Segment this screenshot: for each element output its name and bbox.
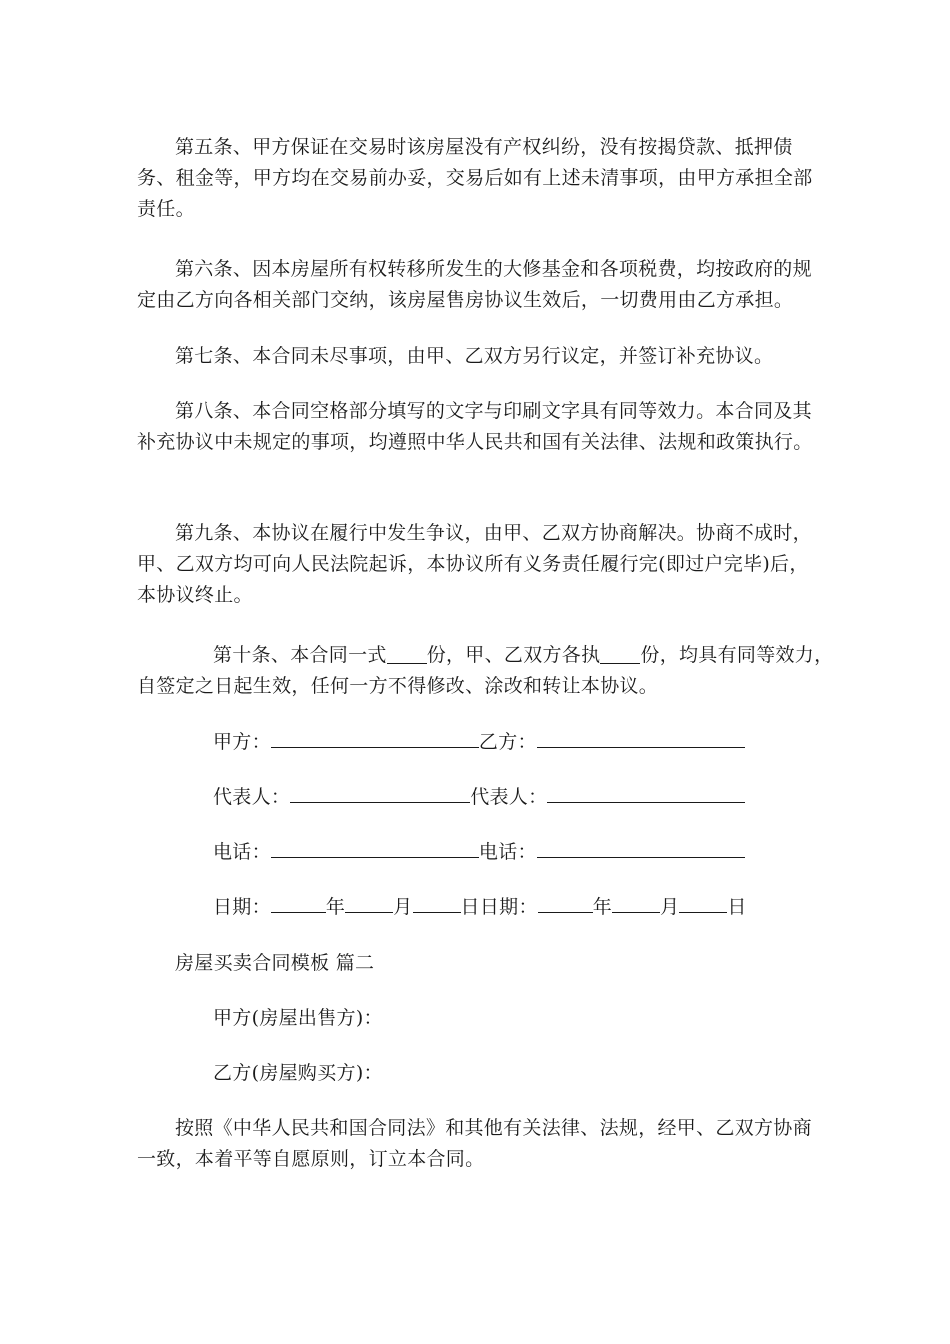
date-b-month: 月 [660,896,680,918]
phone-b-label: 电话： [478,841,537,863]
article-10-text-3: 份，均具有同等效力， [640,644,834,666]
date-a-month: 月 [393,896,413,918]
date-a-label: 日期： [213,896,271,918]
date-b-month-blank [612,911,660,913]
article-8: 第八条、本合同空格部分填写的文字与印刷文字具有同等效力。本合同及其补充协议中未规定的事项，均遵照中华人民共和国有关法律、法规和政策执行。 [137,400,813,453]
phone-a-label: 电话： [213,841,271,863]
copies-blank [387,662,427,664]
signature-party-row [213,727,745,758]
each-copies-blank [600,662,640,664]
rep-a-label: 代表人： [213,786,291,808]
party-a-label: 甲方： [213,731,271,753]
template-2-intro: 按照《中华人民共和国合同法》和其他有关法律、法规，经甲、乙双方协商一致，本着平等自愿原则，订立本合同。 [137,1117,812,1170]
date-a-month-blank [345,911,393,913]
article-9: 第九条、本协议在履行中发生争议，由甲、乙双方协商解决。协商不成时，甲、乙双方均可向人民法院起诉，本协议所有义务责任履行完(即过户完毕)后，本协议终止。 [137,522,812,606]
date-a-year: 年 [325,896,346,918]
rep-b-blank [547,801,745,803]
phone-b-blank [537,856,745,858]
template-2-heading: 房屋买卖合同模板 篇二 [175,952,375,974]
article-10-line-1 [213,640,833,671]
article-5: 第五条、甲方保证在交易时该房屋没有产权纠纷，没有按揭贷款、抵押债务、租金等，甲方均在交易前办妥，交易后如有上述未清事项，由甲方承担全部责任。 [137,136,813,220]
article-6: 第六条、因本房屋所有权转移所发生的大修基金和各项税费，均按政府的规定由乙方向各相关部门交纳，该房屋售房协议生效后，一切费用由乙方承担。 [137,258,812,311]
date-a-year-blank [271,911,326,913]
article-10-line-2: 自签定之日起生效，任何一方不得修改、涂改和转让本协议。 [137,675,659,697]
party-a-blank [271,746,479,748]
date-b-year-blank [538,911,593,913]
signature-phone-row [213,837,745,868]
article-7: 第七条、本合同未尽事项，由甲、乙双方另行议定，并签订补充协议。 [175,345,774,367]
buyer-label: 乙方(房屋购买方)： [213,1062,383,1084]
date-b-year: 年 [592,896,613,918]
article-10-text-1: 第十条、本合同一式 [213,644,387,666]
party-b-blank [537,746,745,748]
rep-a-blank [290,801,470,803]
seller-label: 甲方(房屋出售方)： [213,1007,383,1029]
rep-b-label: 代表人： [470,786,548,808]
date-a-day: 日 [460,896,480,918]
signature-date-row [213,892,747,923]
date-a-day-blank [413,911,461,913]
article-10-text-2: 份，甲、乙双方各执 [426,644,601,666]
signature-representative-row [213,782,745,813]
date-b-day: 日 [727,896,747,918]
phone-a-blank [271,856,479,858]
party-b-label: 乙方： [478,731,537,753]
date-b-day-blank [679,911,727,913]
date-b-label: 日期： [479,896,538,918]
